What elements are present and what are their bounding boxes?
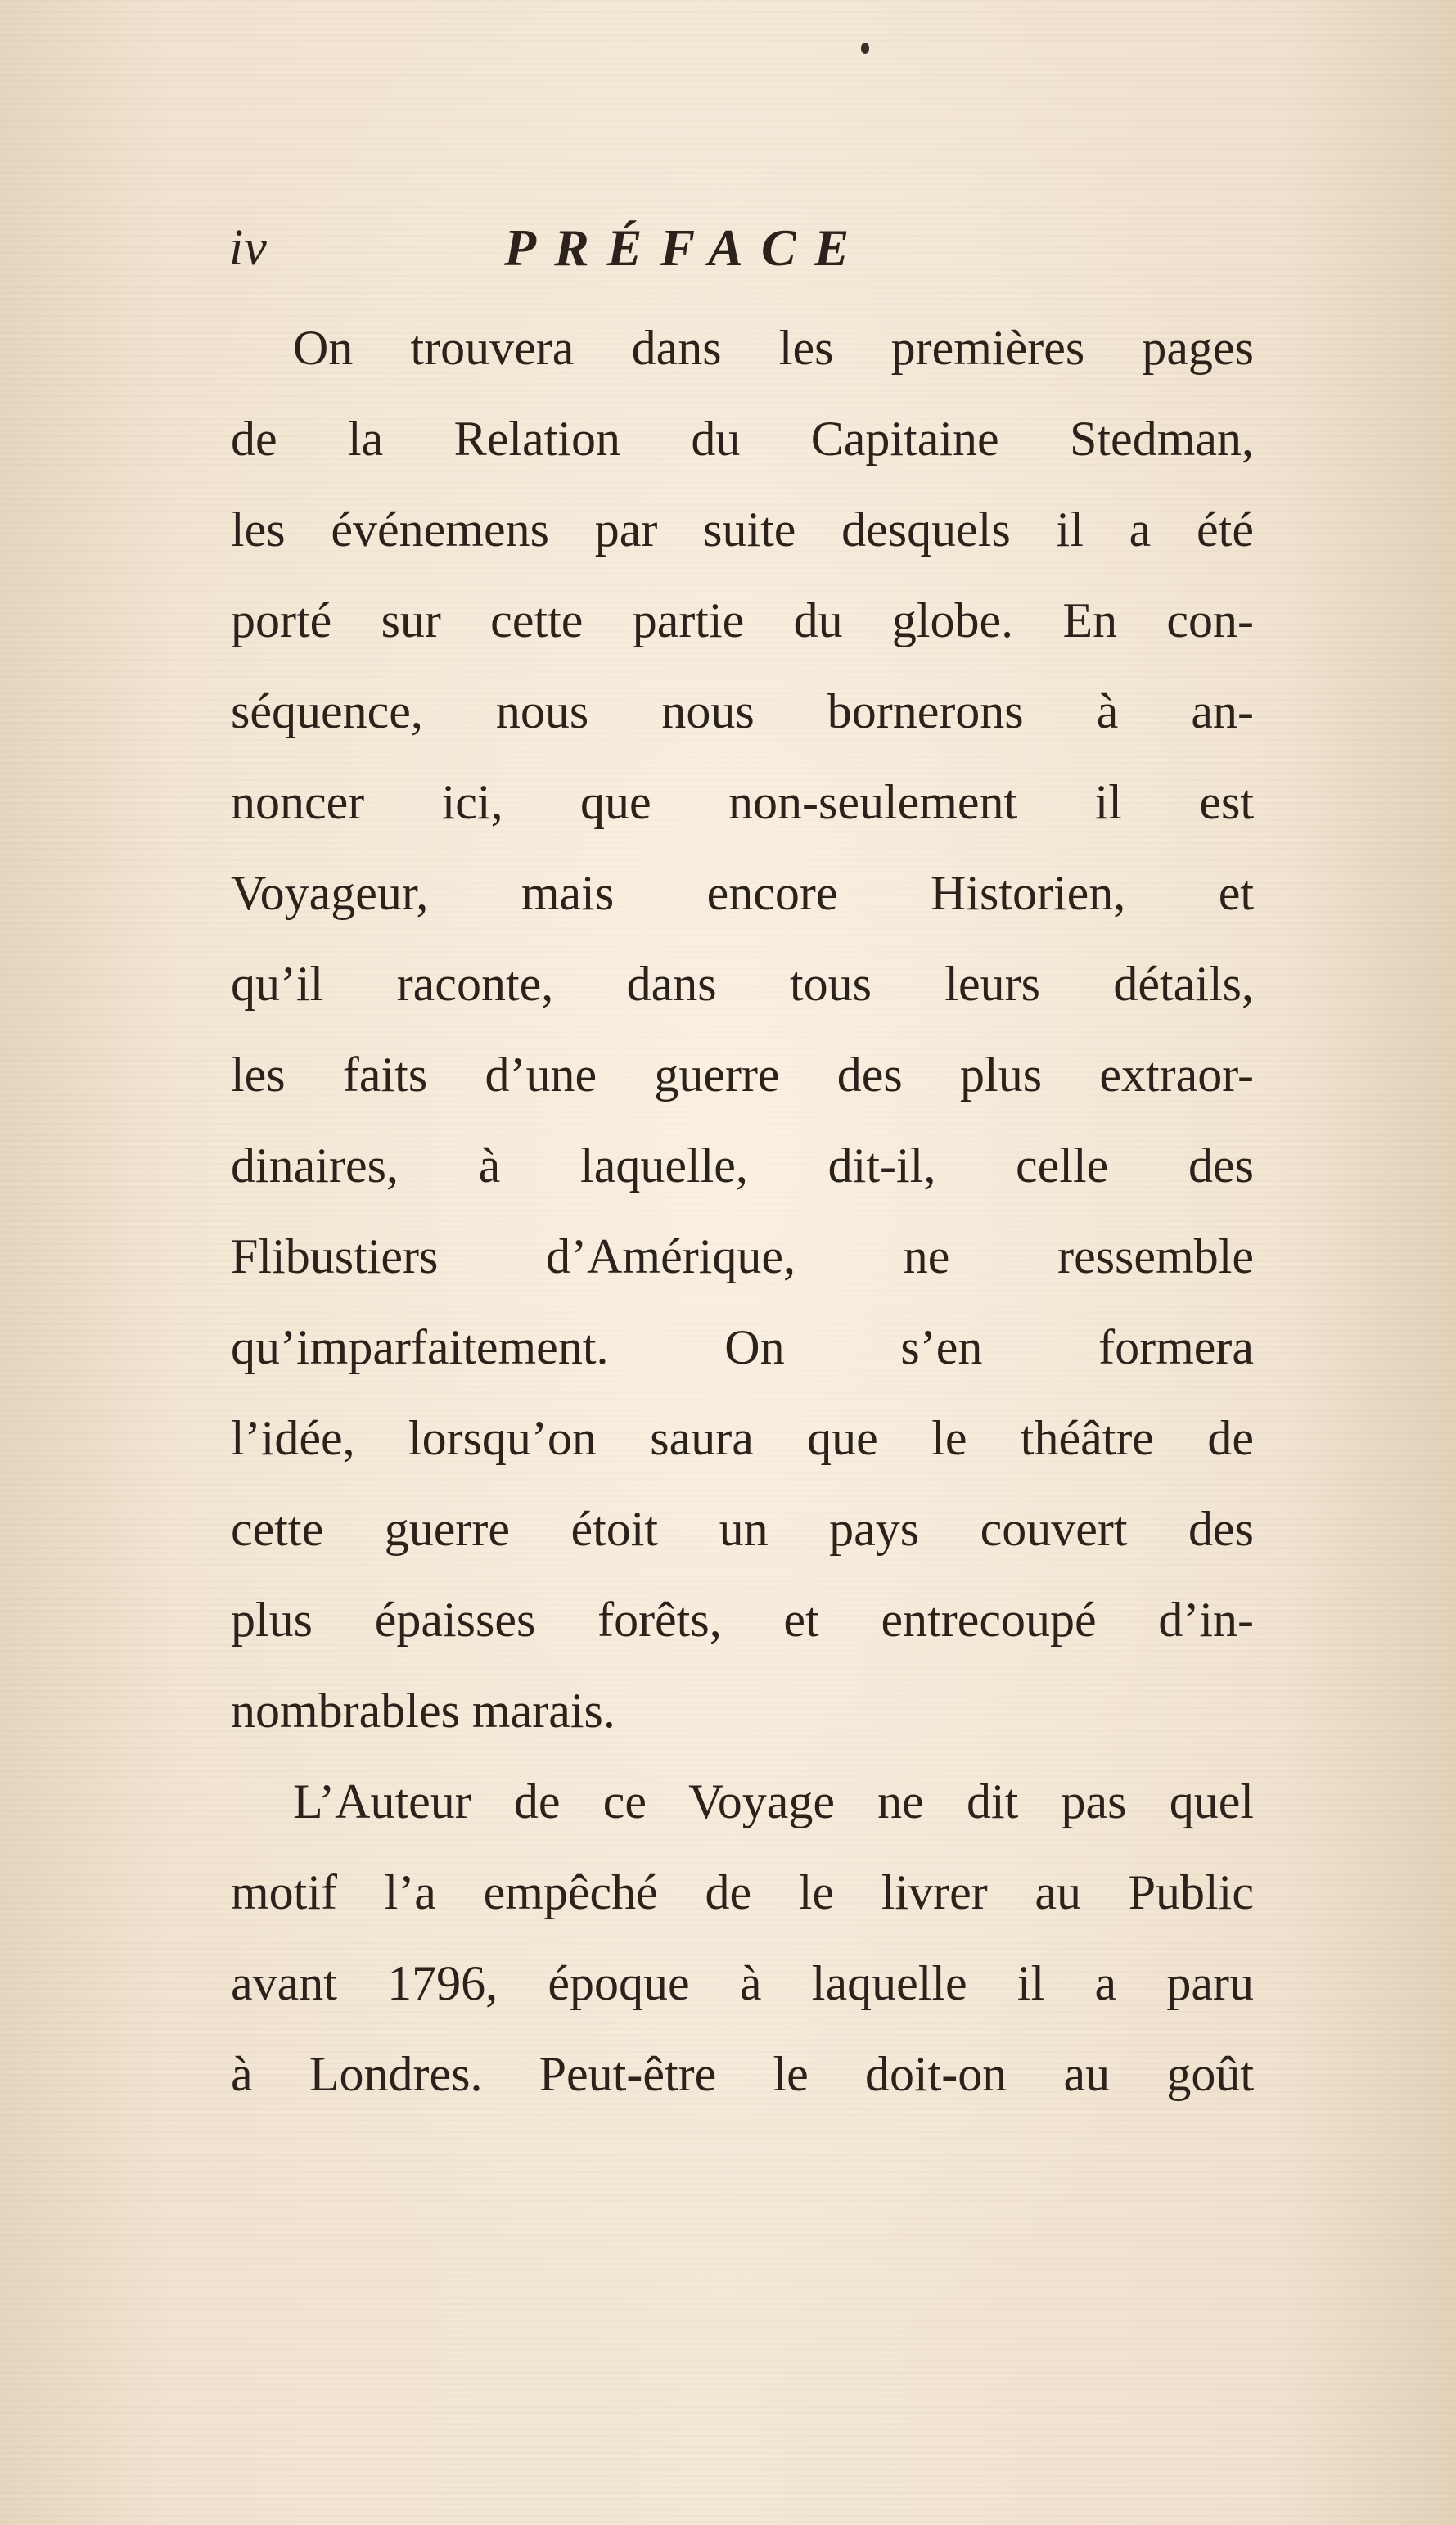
- body-text: [231, 303, 1254, 2120]
- text-line: qu’imparfaitement. On s’en formera: [231, 1320, 1254, 1374]
- text-line: à Londres. Peut-être le doit-on au goût: [231, 2047, 1254, 2101]
- text-line: dinaires, à laquelle, dit-il, celle des: [231, 1139, 1254, 1193]
- text-line: les événemens par suite desquels il a été: [231, 503, 1254, 557]
- text-line: noncer ici, que non-seulement il est: [231, 775, 1254, 829]
- text-line: de la Relation du Capitaine Stedman,: [231, 412, 1254, 466]
- text-line: nombrables marais.: [231, 1684, 615, 1738]
- text-line: On trouvera dans les premières pages: [293, 321, 1254, 375]
- text-line: qu’il raconte, dans tous leurs détails,: [231, 957, 1254, 1011]
- text-line: plus épaisses forêts, et entrecoupé d’in-: [231, 1593, 1254, 1647]
- page-header: [229, 219, 1252, 285]
- text-line: avant 1796, époque à laquelle il a paru: [231, 1956, 1254, 2010]
- text-line: motif l’a empêché de le livrer au Public: [231, 1865, 1254, 1919]
- text-line: les faits d’une guerre des plus extraor-: [231, 1048, 1254, 1102]
- text-line: Voyageur, mais encore Historien, et: [231, 866, 1254, 920]
- page-number: iv: [229, 220, 268, 276]
- text-line: Flibustiers d’Amérique, ne ressemble: [231, 1229, 1254, 1283]
- ink-speck: [861, 43, 869, 54]
- text-line: porté sur cette partie du globe. En con-: [231, 593, 1254, 647]
- text-line: L’Auteur de ce Voyage ne dit pas quel: [293, 1774, 1254, 1828]
- text-line: séquence, nous nous bornerons à an-: [231, 684, 1254, 738]
- text-line: l’idée, lorsqu’on saura que le théâtre de: [231, 1411, 1254, 1465]
- running-title: PRÉFACE: [504, 219, 868, 277]
- text-line: cette guerre étoit un pays couvert des: [231, 1502, 1254, 1556]
